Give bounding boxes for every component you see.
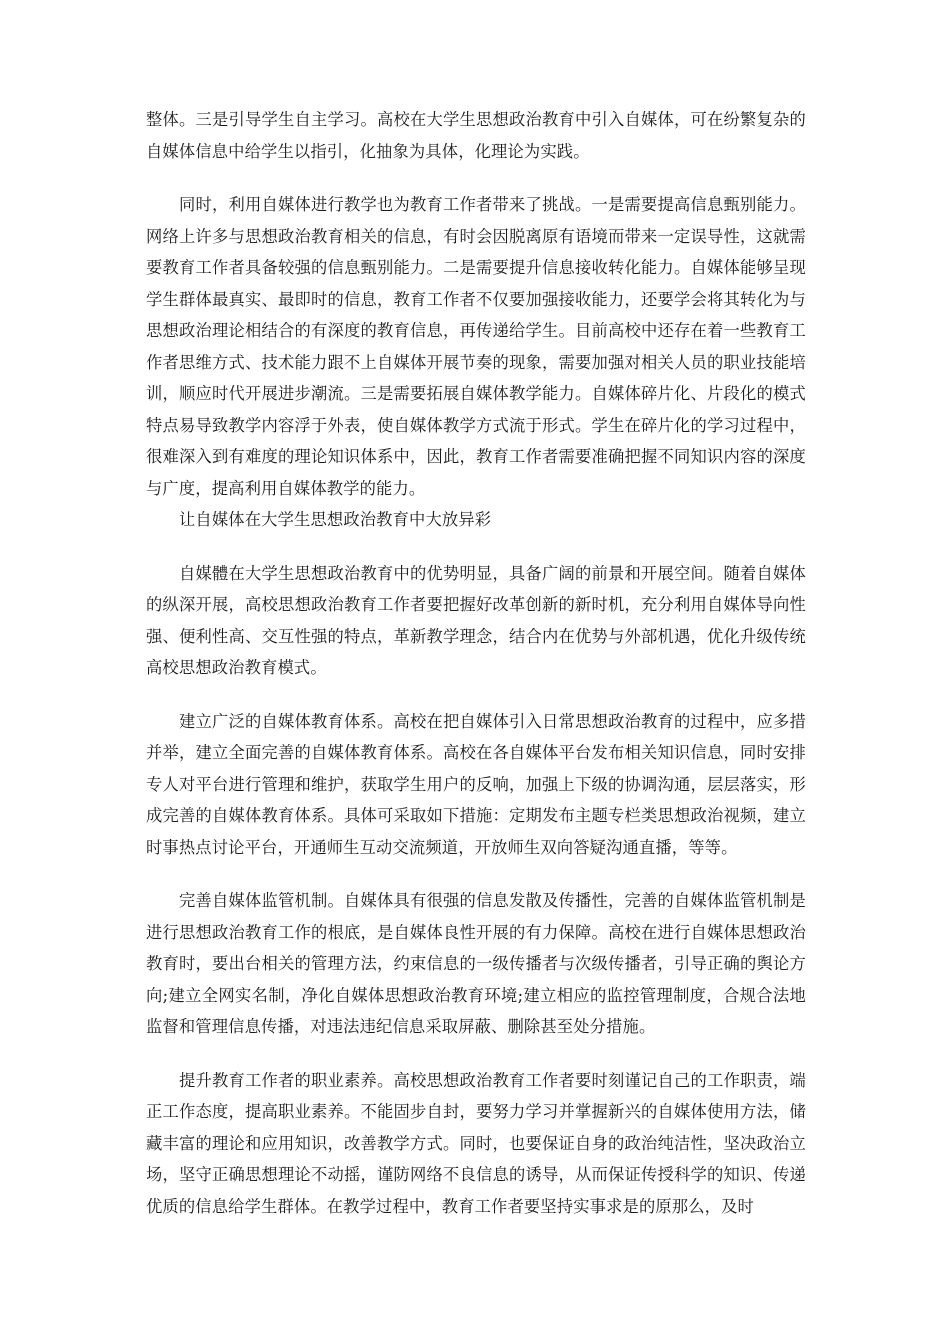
paragraph-advantages: 自媒體在大学生思想政治教育中的优势明显，具备广阔的前景和开展空间。随着自媒体的纵深开展，高校思想政治教育工作者要把握好改革创新的新时机，充分利用自媒体导向性强、便利性高、交互性强的特点，革新教学理念，结合内在优势与外部机遇，优化升级传统高校思想政治教育模式。 <box>146 563 806 677</box>
document-page <box>146 104 806 1222</box>
paragraph-continuation: 整体。三是引导学生自主学习。高校在大学生思想政治教育中引入自媒体，可在纷繁复杂的自媒体信息中给学生以指引，化抽象为具体，化理论为实践。 <box>146 110 806 161</box>
paragraph-education-system: 建立广泛的自媒体教育体系。高校在把自媒体引入日常思想政治教育的过程中，应多措并举，建立全面完善的自媒体教育体系。高校在各自媒体平台发布相关知识信息，同时安排专人对平台进行管理和维护，获取学生用户的反响，加强上下级的协调沟通，层层落实，形成完善的自媒体教育体系。具体可采取如下措施：定期发布主题专栏类思想政治视频，建立时事热点讨论平台，开通师生互动交流频道，开放师生双向答疑沟通直播，等等。 <box>146 711 806 857</box>
paragraph-supervision: 完善自媒体监管机制。自媒体具有很强的信息发散及传播性，完善的自媒体监管机制是进行思想政治教育工作的根底，是自媒体良性开展的有力保障。高校在进行自媒体思想政治教育时，要出台相关的管理方法，约束信息的一级传播者与次级传播者，引导正确的舆论方向;建立全网实名制，净化自媒体思想政治教育环境;建立相应的监控管理制度，合规合法地监督和管理信息传播，对违法违纪信息采取屏蔽、删除甚至处分措施。 <box>146 891 806 1036</box>
paragraph-professional-quality: 提升教育工作者的职业素养。高校思想政治教育工作者要时刻谨记自己的工作职责，端正工作态度，提高职业素养。不能固步自封，要努力学习并掌握新兴的自媒体使用方法，储藏丰富的理论和应用知识，改善教学方式。同时，也要保证自身的政治纯洁性，坚决政治立场，坚守正确思想理论不动摇，谨防网络不良信息的诱导，从而保证传授科学的知识、传递优质的信息给学生群体。在教学过程中，教育工作者要坚持实事求是的原那么，及时 <box>146 1070 806 1216</box>
section-heading: 让自媒体在大学生思想政治教育中大放异彩 <box>179 510 492 529</box>
paragraph-challenges: 同时，利用自媒体进行教学也为教育工作者带来了挑战。一是需要提高信息甄别能力。网络上许多与思想政治教育相关的信息，有时会因脱离原有语境而带来一定误导性，这就需要教育工作者具备较强的信息甄别能力。二是需要提升信息接收转化能力。自媒体能够呈现学生群体最真实、最即时的信息，教育工作者不仅要加强接收能力，还要学会将其转化为与思想政治理论相结合的有深度的教育信息，再传递给学生。目前高校中还存在着一些教育工作者思维方式、技术能力跟不上自媒体开展节奏的现象，需要加强对相关人员的职业技能培训，顺应时代开展进步潮流。三是需要拓展自媒体教学能力。自媒体碎片化、片段化的模式特点易导致教学内容浮于外表，使自媒体教学方式流于形式。学生在碎片化的学习过程中，很难深入到有难度的理论知识体系中，因此，教育工作者需要准确把握不同知识内容的深度与广度，提高利用自媒体教学的能力。 <box>146 195 806 498</box>
